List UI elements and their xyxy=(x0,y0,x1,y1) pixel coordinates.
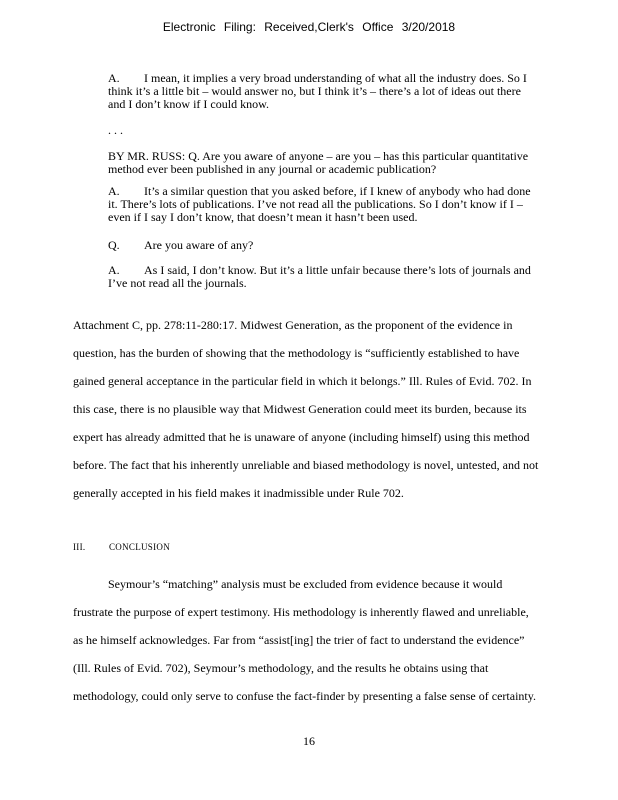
testimony-line: method ever been published in any journal or academic publication? xyxy=(108,162,437,176)
body-line: Seymour’s “matching” analysis must be excluded from evidence because it would xyxy=(108,577,503,591)
answer-label: A. xyxy=(108,71,120,85)
body-line: as he himself acknowledges. Far from “assist[ing] the trier of fact to understand the evidence” xyxy=(73,633,525,647)
testimony-line: I’ve not read all the journals. xyxy=(108,276,247,290)
testimony-line: it. There’s lots of publications. I’ve not read all the publications. So I don’t know if I – xyxy=(108,197,523,211)
testimony-question-3 xyxy=(108,239,582,252)
body-line: generally accepted in his field makes it inadmissible under Rule 702. xyxy=(73,486,404,500)
testimony-line: It’s a similar question that you asked before, if I knew of anybody who had done xyxy=(144,184,531,198)
testimony-line: even if I say I don’t know, that doesn’t mean it hasn’t been used. xyxy=(108,210,418,224)
body-line: this case, there is no plausible way that Midwest Generation could meet its burden, because its xyxy=(73,402,527,416)
testimony-line: BY MR. RUSS: Q. Are you aware of anyone – are you – has this particular quantitative xyxy=(108,149,529,163)
testimony-line: think it’s a little bit – would answer no, but I think it’s – there’s a lot of ideas out there xyxy=(108,84,521,98)
testimony-question-russ xyxy=(108,150,582,176)
section-heading xyxy=(73,542,170,552)
answer-label: A. xyxy=(108,184,120,198)
answer-label: A. xyxy=(108,263,120,277)
testimony-line: Are you aware of any? xyxy=(144,238,254,252)
testimony-line: I mean, it implies a very broad understanding of what all the industry does. So I xyxy=(144,71,527,85)
body-line: question, has the burden of showing that the methodology is “sufficiently established to have xyxy=(73,346,520,360)
testimony-answer-1 xyxy=(108,72,582,111)
page-number: 16 xyxy=(303,734,315,748)
body-line: methodology, could only serve to confuse the fact-finder by presenting a false sense of certainty. xyxy=(73,689,536,703)
body-line: before. The fact that his inherently unreliable and biased methodology is novel, untested, and not xyxy=(73,458,539,472)
testimony-answer-3 xyxy=(108,264,582,290)
body-line: frustrate the purpose of expert testimony. His methodology is inherently flawed and unreliable, xyxy=(73,605,529,619)
body-line: gained general acceptance in the particular field in which it belongs.” Ill. Rules of Evid. 702. In xyxy=(73,374,532,388)
testimony-ellipsis: . . . xyxy=(108,123,123,137)
section-title: CONCLUSION xyxy=(109,542,171,552)
testimony-line: and I don’t know if I could know. xyxy=(108,97,269,111)
testimony-answer-2 xyxy=(108,185,582,224)
body-line: (Ill. Rules of Evid. 702), Seymour’s methodology, and the results he obtains using that xyxy=(73,661,489,675)
electronic-filing-header: Electronic Filing: Received,Clerk's Office 3/20/2018 xyxy=(162,20,456,34)
question-label: Q. xyxy=(108,238,120,252)
section-number: III. xyxy=(73,542,86,552)
body-line: expert has already admitted that he is unaware of anyone (including himself) using this method xyxy=(73,430,530,444)
testimony-line: As I said, I don’t know. But it’s a little unfair because there’s lots of journals and xyxy=(144,263,531,277)
body-line: Attachment C, pp. 278:11-280:17. Midwest Generation, as the proponent of the evidence in xyxy=(73,318,513,332)
